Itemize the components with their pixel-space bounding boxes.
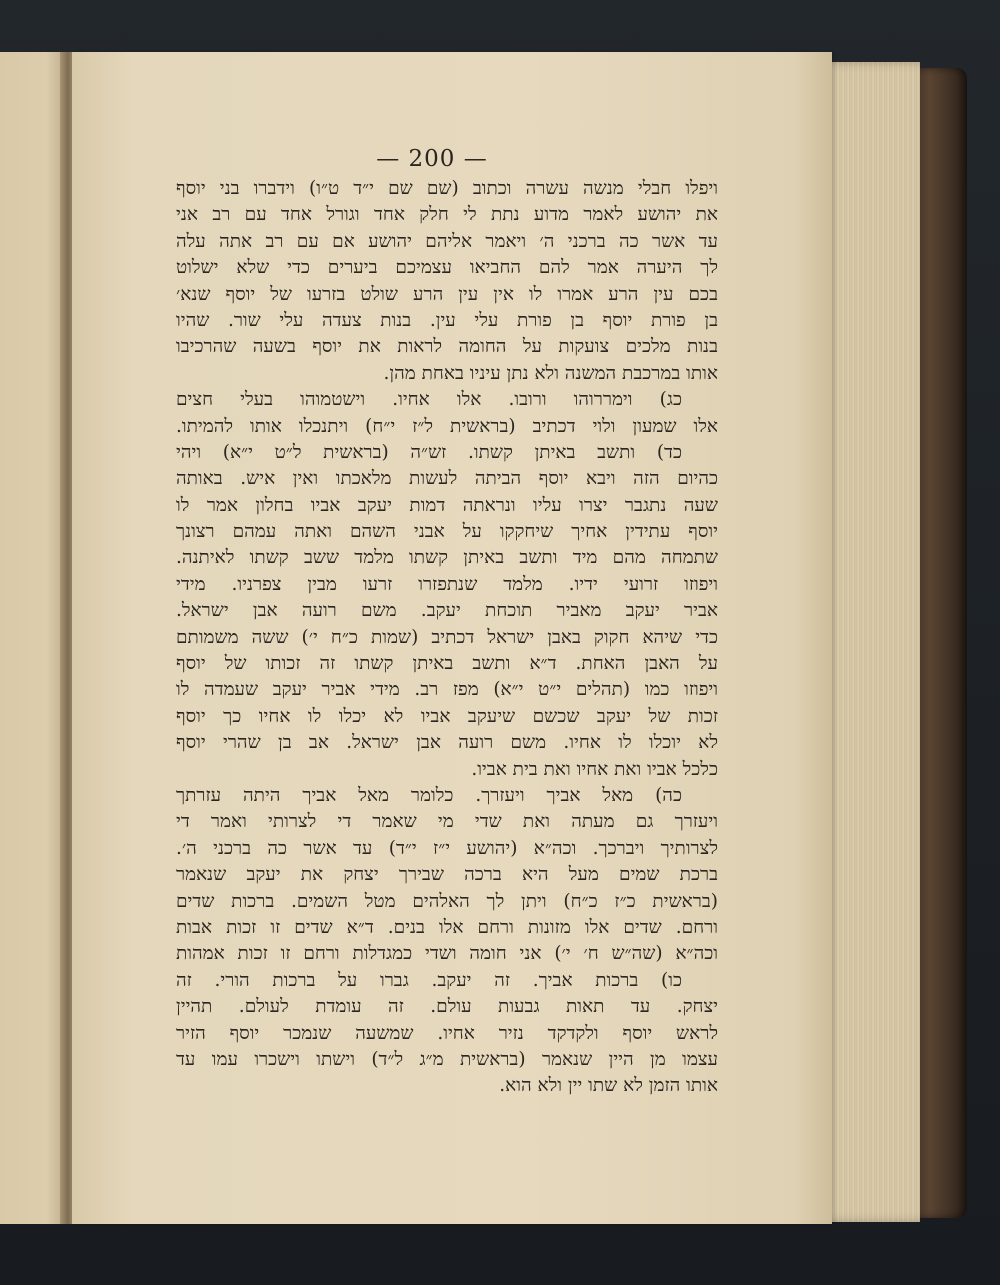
text-line: עצמו מן היין שנאמר (בראשית מ״ג ל״ד) וישתו וישכרו עמו עד — [176, 1048, 718, 1070]
text-line: על האבן האחת. ד״א ותשב באיתן קשתו זה זכותו של יוסף — [176, 653, 718, 675]
text-line: (בראשית כ״ז כ״ח) ויתן לך האלהים מטל השמים. ברכות שדים — [176, 890, 718, 912]
text-line: כו) ברכות אביך. זה יעקב. גברו על ברכות הורי. זה — [176, 969, 682, 991]
text-line: ורחם. שדים אלו מזונות ורחם אלו בנים. ד״א שדים זו זכות אבות — [176, 916, 718, 938]
text-line: כה) מאל אביך ויעזרך. כלומר מאל אביך היתה עזרתך — [176, 784, 682, 806]
text-line: כג) וימררוהו ורובו. אלו אחיו. וישטמוהו בעלי חצים — [176, 389, 682, 411]
text-line: אותו במרכבת המשנה ולא נתן עיניו באחת מהן. — [383, 362, 718, 384]
text-line: עד אשר כה ברכני ה׳ ויאמר אליהם יהושע אם עם רב אתה עלה — [176, 230, 718, 252]
text-line: אלו שמעון ולוי דכתיב (בראשית ל״ז י״ח) ויתנכלו אותו להמיתו. — [176, 415, 718, 437]
text-line: לצרותיך ויברכך. וכה״א (יהושע י״ז י״ד) עד אשר כה ברכני ה׳. — [176, 837, 718, 859]
text-line: זכות של יעקב שכשם שיעקב אביו לא יכלו לו אחיו כך יוסף — [176, 705, 718, 727]
text-line: ויפוזו זרועי ידיו. מלמד שנתפזרו זרעו מבין צפרניו. מידי — [176, 573, 718, 595]
text-line: לראש יוסף ולקדקד נזיר אחיו. שמשעה שנמכר יוסף הזיר — [176, 1022, 718, 1044]
text-line: כהיום הזה ויבא יוסף הביתה לעשות מלאכתו ואין איש. באותה — [176, 468, 718, 490]
text-line: ברכת שמים מעל היא ברכה שבירך יצחק את יעקב שנאמר — [176, 864, 718, 886]
body-text — [176, 176, 718, 1100]
text-line: יצחק. עד תאות גבעות עולם. זה עומדת לעולם. תהיין — [176, 996, 718, 1018]
text-line: את יהושע לאמר מדוע נתת לי חלק אחד וגורל אחד עם רב אני — [176, 204, 718, 226]
text-line: כלכל אביו ואת אחיו ואת בית אביו. — [471, 758, 718, 780]
text-line: לך היערה אמר להם החביאו עצמיכם ביערים כדי שלא ישלוט — [176, 257, 718, 279]
book-page-edges — [820, 62, 920, 1222]
text-line: לא יוכלו לו אחיו. משם רועה אבן ישראל. אב בן שהרי יוסף — [176, 732, 718, 754]
text-line: בן פורת יוסף בן פורת עלי עין. בנות צעדה עלי שור. שהיו — [176, 309, 718, 331]
page-number: — 200 — — [376, 146, 488, 172]
text-line: יוסף עתידין אחיך שיחקקו על אבני השהם ואתה עמהם רצונך — [176, 521, 718, 543]
text-line: ויעזרך גם מעתה ואת שדי מי שאמר די לצרותי ואמר די — [176, 811, 718, 833]
text-line: שתמחה מהם מיד ותשב באיתן קשתו מלמד ששב קשתו לאיתנה. — [176, 547, 718, 569]
text-line: ויפוזו כמו (תהלים י״ט י״א) מפז רב. מידי אביר יעקב שעמדה לו — [176, 679, 718, 701]
text-line: אביר יעקב מאביר תוכחת יעקב. משם רועה אבן ישראל. — [176, 600, 718, 622]
text-line: ויפלו חבלי מנשה עשרה וכתוב (שם שם י״ד ט״ו) וידברו בני יוסף — [176, 178, 718, 199]
text-line: כד) ותשב באיתן קשתו. זש״ה (בראשית ל״ט י״א) ויהי — [176, 441, 682, 463]
text-line: שעה נתגבר יצרו עליו ונראתה דמות יעקב אביו בחלון אמר לו — [176, 494, 718, 516]
text-line: אותו הזמן לא שתו יין ולא הוא. — [499, 1075, 718, 1097]
text-line: כדי שיהא חקוק באבן ישראל דכתיב (שמות כ״ח י׳) ששה משמותם — [176, 626, 718, 648]
text-line: בכם עין הרע אמרו לו אין עין הרע שולט בזרעו של יוסף שנא׳ — [176, 283, 718, 305]
text-line: בנות מלכים צועקות על החומה לראות את יוסף בשעה שהרכיבו — [176, 336, 718, 358]
text-line: וכה״א (שה״ש ח׳ י׳) אני חומה ושדי כמגדלות ורחם זו זכות אמהות — [176, 943, 718, 965]
left-page — [0, 52, 66, 1224]
